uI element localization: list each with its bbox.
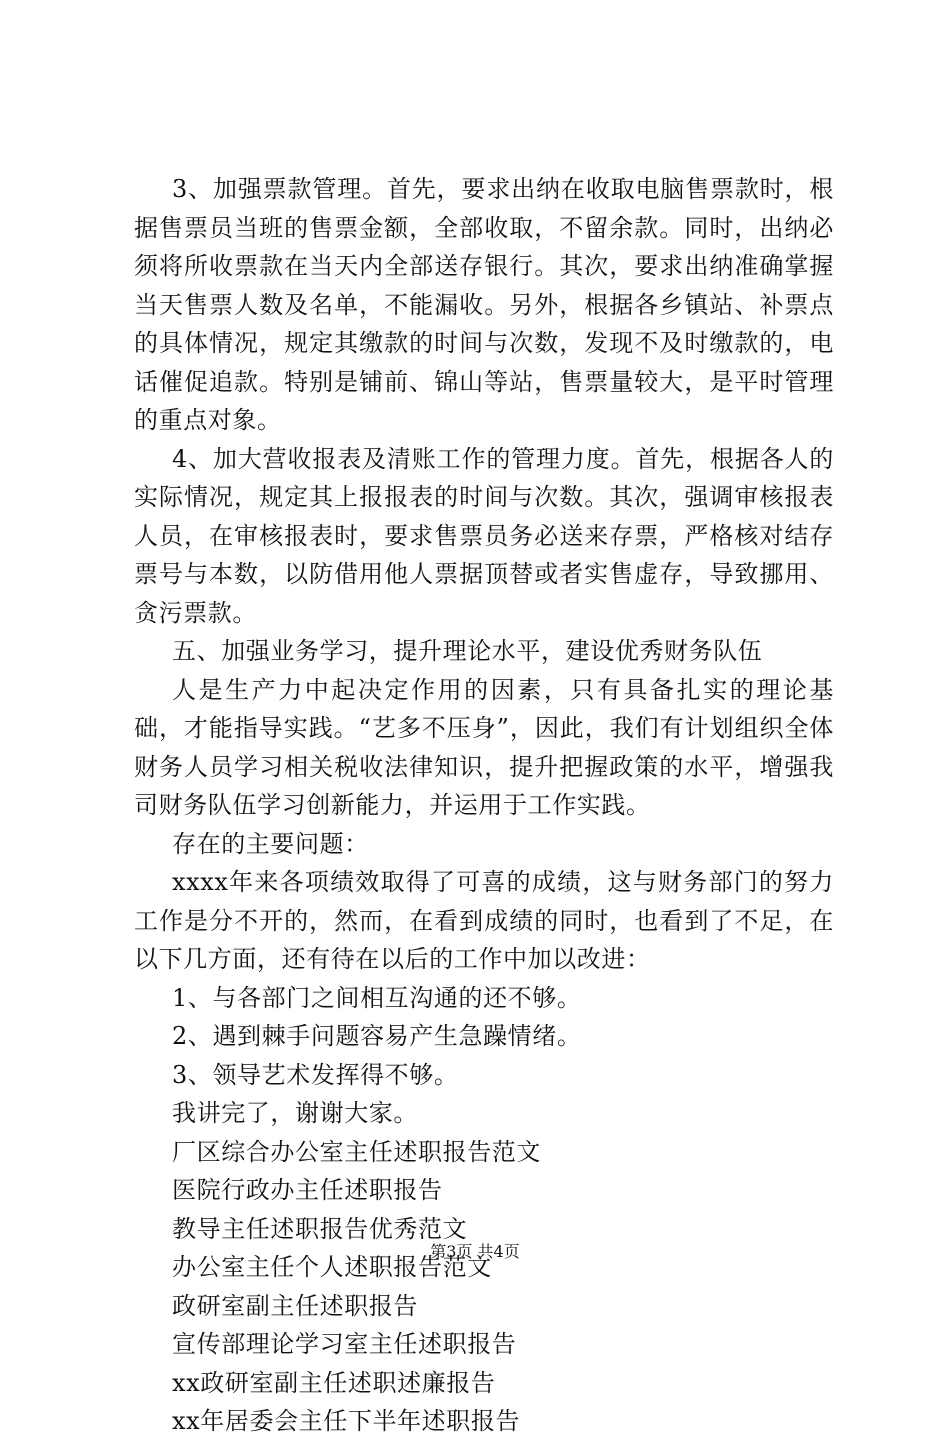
problem-item-1: 1、与各部门之间相互沟通的还不够。 [172, 983, 582, 1012]
paragraph-ticket-management: 3、加强票款管理。首先，要求出纳在收取电脑售票款时，根据售票员当班的售票金额，全部收取，不留余款。同时，出纳必须将所收票款在当天内全部送存银行。其次，要求出纳准确掌握当天售票人数及名单，不能漏收。另外，根据各乡镇站、补票点的具体情况，规定其缴款的时间与次数，发现不及时缴款的，电话催促追款。特别是铺前、锦山等站，售票量较大，是平时管理的重点对象。 [134, 175, 834, 434]
paragraph-achievements: xxxx年来各项绩效取得了可喜的成绩，这与财务部门的努力工作是分不开的，然而，在看到成绩的同时，也看到了不足，在以下几方面，还有待在以后的工作中加以改进： [134, 868, 834, 973]
page-number-footer: 第3页 共4页 [430, 1242, 520, 1261]
related-link-2[interactable]: 医院行政办主任述职报告 [172, 1176, 443, 1204]
section-heading-five: 五、加强业务学习，提升理论水平，建设优秀财务队伍 [172, 637, 763, 665]
paragraph-team-learning: 人是生产力中起决定作用的因素，只有具备扎实的理论基础，才能指导实践。“艺多不压身”，因此，我们有计划组织全体财务人员学习相关税收法律知识，提升把握政策的水平，增强我司财务队伍学习创新能力，并运用于工作实践。 [134, 675, 834, 819]
related-link-3[interactable]: 教导主任述职报告优秀范文 [172, 1214, 468, 1243]
problems-heading: 存在的主要问题： [172, 829, 369, 858]
related-link-6[interactable]: 宣传部理论学习室主任述职报告 [172, 1330, 517, 1358]
related-link-8[interactable]: xx年居委会主任下半年述职报告 [172, 1407, 521, 1435]
related-link-1[interactable]: 厂区综合办公室主任述职报告范文 [172, 1137, 541, 1166]
problem-item-3: 3、领导艺术发挥得不够。 [172, 1060, 459, 1089]
related-link-7[interactable]: xx政研室副主任述职述廉报告 [172, 1368, 496, 1397]
paragraph-revenue-reports: 4、加大营收报表及清账工作的管理力度。首先，根据各人的实际情况，规定其上报报表的时间与次数。其次，强调审核报表人员，在审核报表时，要求售票员务必送来存票，严格核对结存票号与本数，以防借用他人票据顶替或者实售虚存，导致挪用、贪污票款。 [134, 444, 834, 627]
related-link-5[interactable]: 政研室副主任述职报告 [172, 1291, 418, 1320]
related-link-4[interactable]: 办公室主任个人述职报告范文 [172, 1253, 492, 1281]
problem-item-2: 2、遇到棘手问题容易产生急躁情绪。 [172, 1022, 582, 1050]
closing-remark: 我讲完了，谢谢大家。 [172, 1099, 418, 1127]
